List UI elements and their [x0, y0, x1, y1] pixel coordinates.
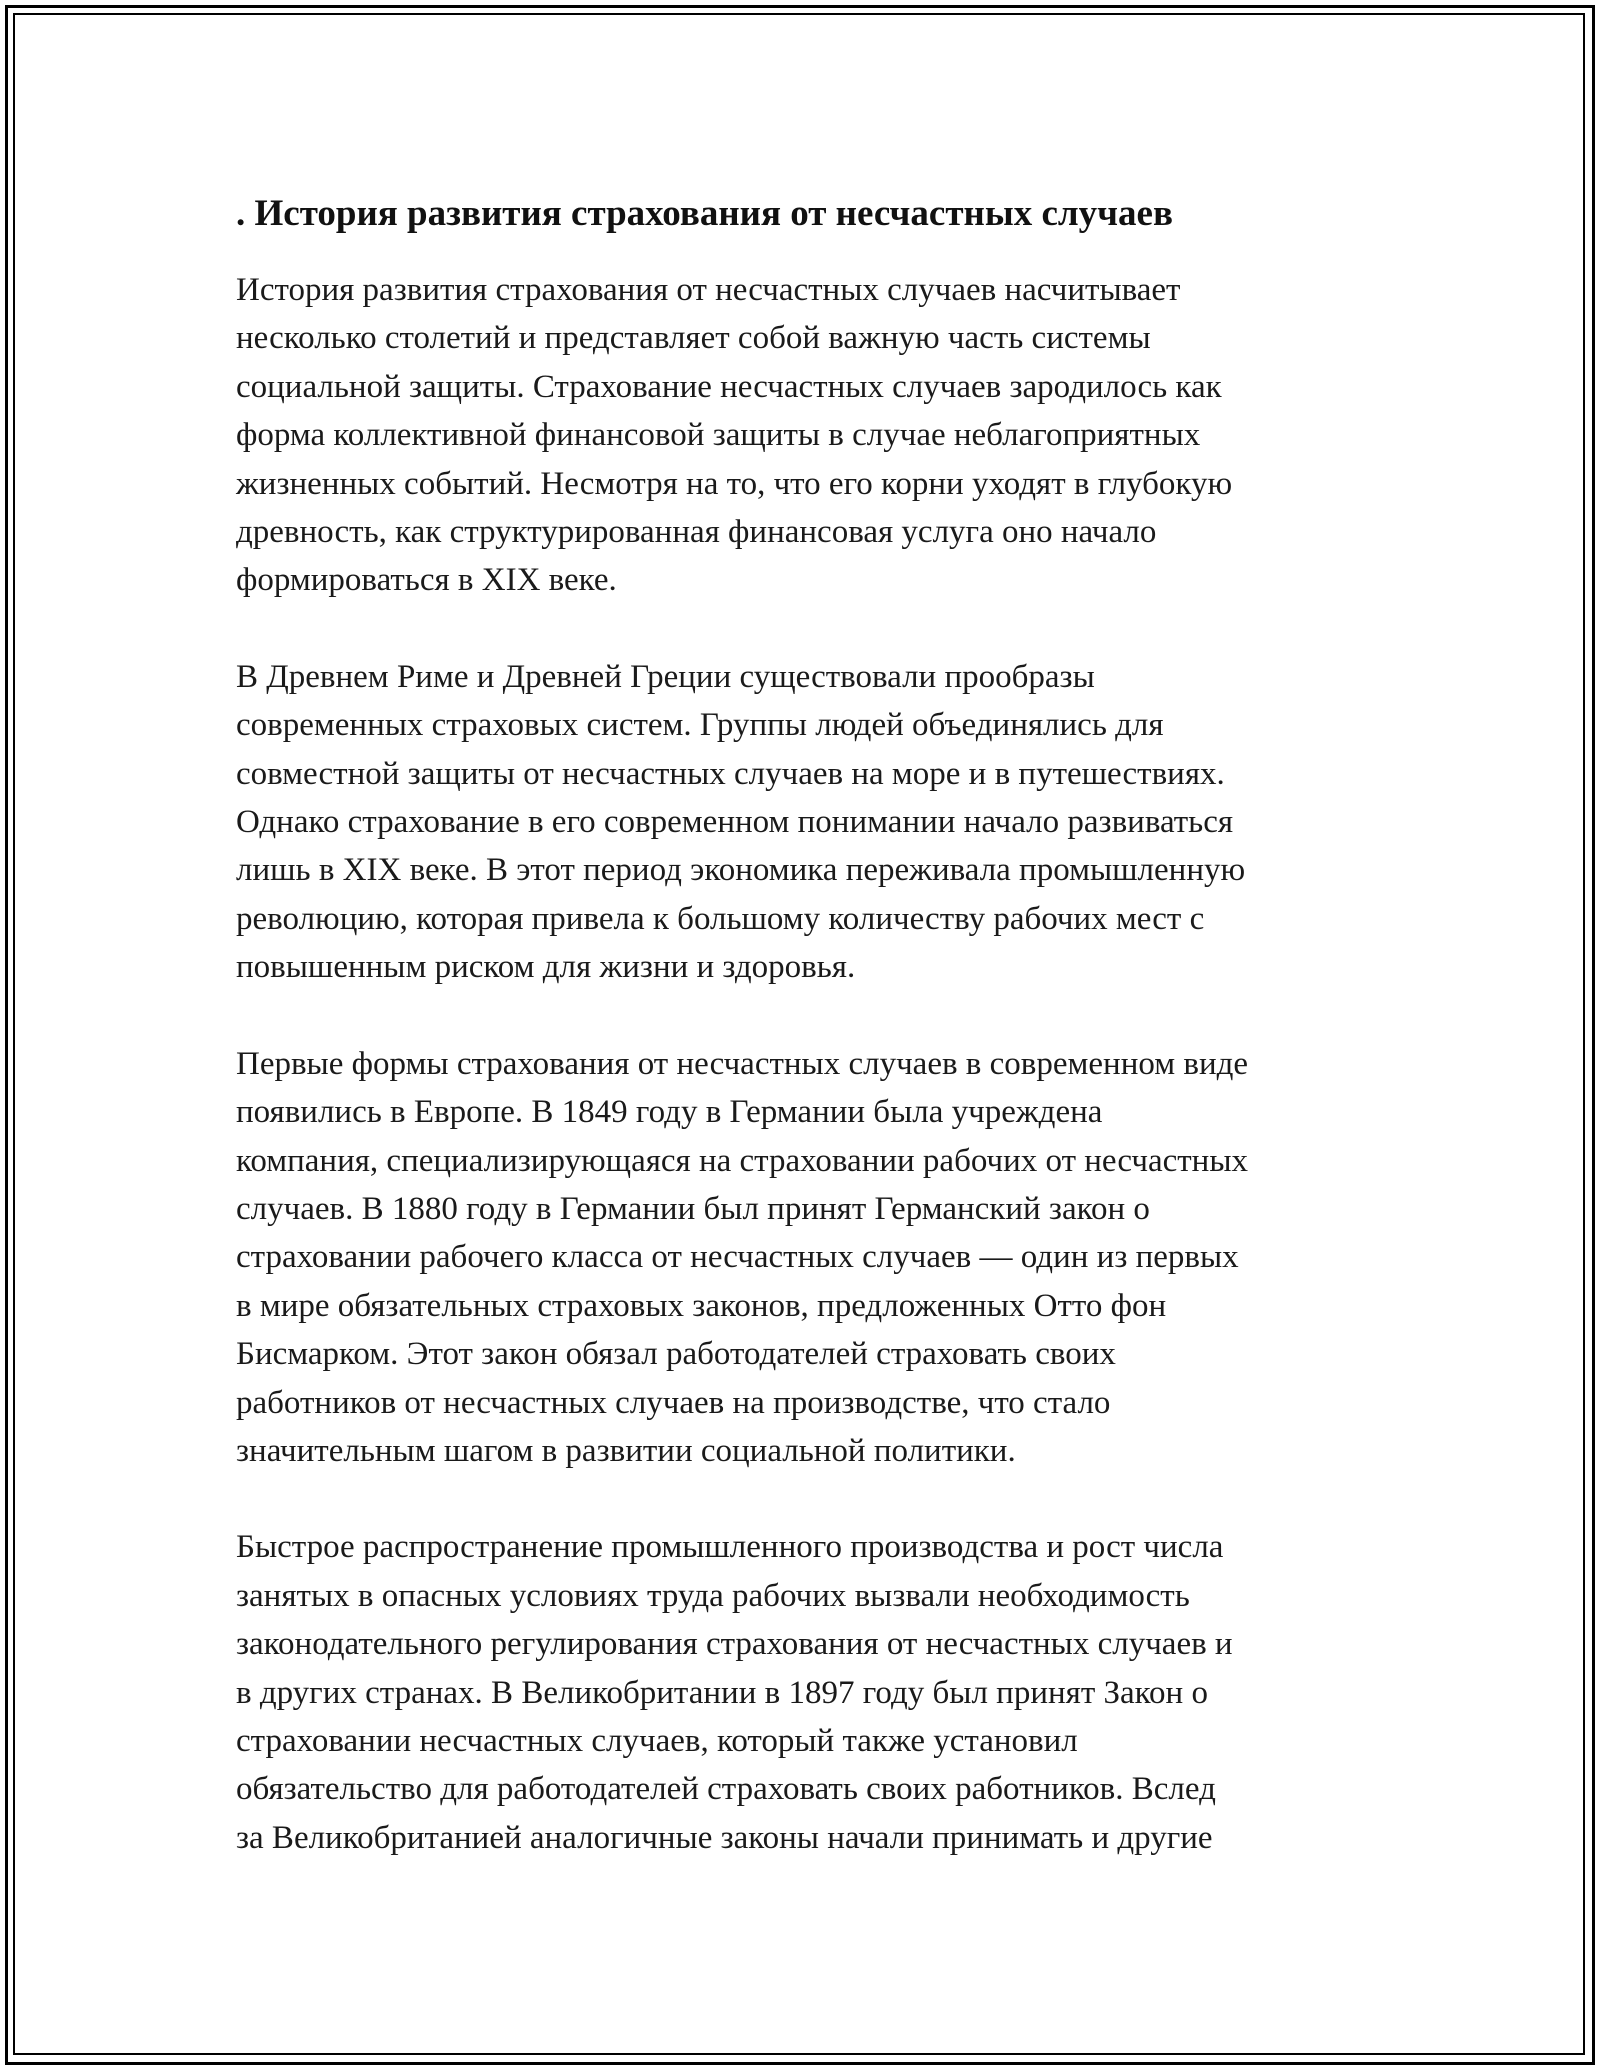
paragraph-3 — [236, 1040, 1376, 1476]
paragraph-line: страховании рабочего класса от несчастных случаев — один из первых — [236, 1239, 1239, 1276]
section-heading: . История развития страхования от несчастных случаев — [236, 193, 1173, 234]
paragraph-line: формироваться в XIX веке. — [236, 562, 617, 599]
paragraph-line: в других странах. В Великобритании в 1897 году был принят Закон о — [236, 1674, 1208, 1711]
paragraph-2 — [236, 653, 1376, 992]
paragraph-line: революцию, которая привела к большому количеству рабочих мест с — [236, 900, 1205, 937]
paragraph-line: за Великобританией аналогичные законы начали принимать и другие — [236, 1819, 1213, 1856]
paragraph-line: появились в Европе. В 1849 году в Германии была учреждена — [236, 1094, 1103, 1131]
paragraph-line: страховании несчастных случаев, который также установил — [236, 1722, 1078, 1759]
paragraph-line: занятых в опасных условиях труда рабочих вызвали необходимость — [236, 1577, 1190, 1614]
paragraph-line: значительным шагом в развитии социальной политики. — [236, 1432, 1016, 1469]
paragraph-line: компания, специализирующаяся на страховании рабочих от несчастных — [236, 1142, 1249, 1179]
paragraph-line: лишь в XIX веке. В этот период экономика переживала промышленную — [236, 852, 1246, 889]
paragraph-line: обязательство для работодателей страховать своих работников. Вслед — [236, 1771, 1216, 1808]
paragraph-line: совместной защиты от несчастных случаев на море и в путешествиях. — [236, 755, 1225, 792]
paragraph-1 — [236, 266, 1376, 605]
paragraph-line: в мире обязательных страховых законов, предложенных Отто фон — [236, 1287, 1167, 1324]
paragraph-line: В Древнем Риме и Древней Греции существовали прообразы — [236, 658, 1095, 695]
paragraph-line: Однако страхование в его современном понимании начало развиваться — [236, 804, 1234, 841]
paragraph-line: Первые формы страхования от несчастных случаев в современном виде — [236, 1045, 1249, 1082]
paragraph-line: социальной защиты. Страхование несчастных случаев зародилось как — [236, 368, 1222, 405]
document-body — [236, 188, 1376, 1910]
paragraph-line: История развития страхования от несчастных случаев насчитывает — [236, 272, 1181, 308]
paragraphs-container — [236, 266, 1376, 1862]
paragraph-4 — [236, 1523, 1376, 1862]
paragraph-line: случаев. В 1880 году в Германии был принят Германский закон о — [236, 1190, 1150, 1227]
paragraph-line: повышенным риском для жизни и здоровья. — [236, 949, 856, 986]
paragraph-line: работников от несчастных случаев на производстве, что стало — [236, 1384, 1111, 1421]
paragraph-line: форма коллективной финансовой защиты в случае неблагоприятных — [236, 417, 1201, 454]
paragraph-line: жизненных событий. Несмотря на то, что его корни уходят в глубокую — [236, 465, 1233, 502]
paragraph-line: несколько столетий и представляет собой важную часть системы — [236, 320, 1151, 357]
paragraph-line: законодательного регулирования страхования от несчастных случаев и — [236, 1626, 1233, 1663]
paragraph-line: Быстрое распространение промышленного производства и рост числа — [236, 1529, 1224, 1566]
paragraph-line: Бисмарком. Этот закон обязал работодателей страховать своих — [236, 1336, 1116, 1373]
paragraph-line: древность, как структурированная финансовая услуга оно начало — [236, 514, 1157, 551]
paragraph-line: современных страховых систем. Группы людей объединялись для — [236, 707, 1164, 744]
